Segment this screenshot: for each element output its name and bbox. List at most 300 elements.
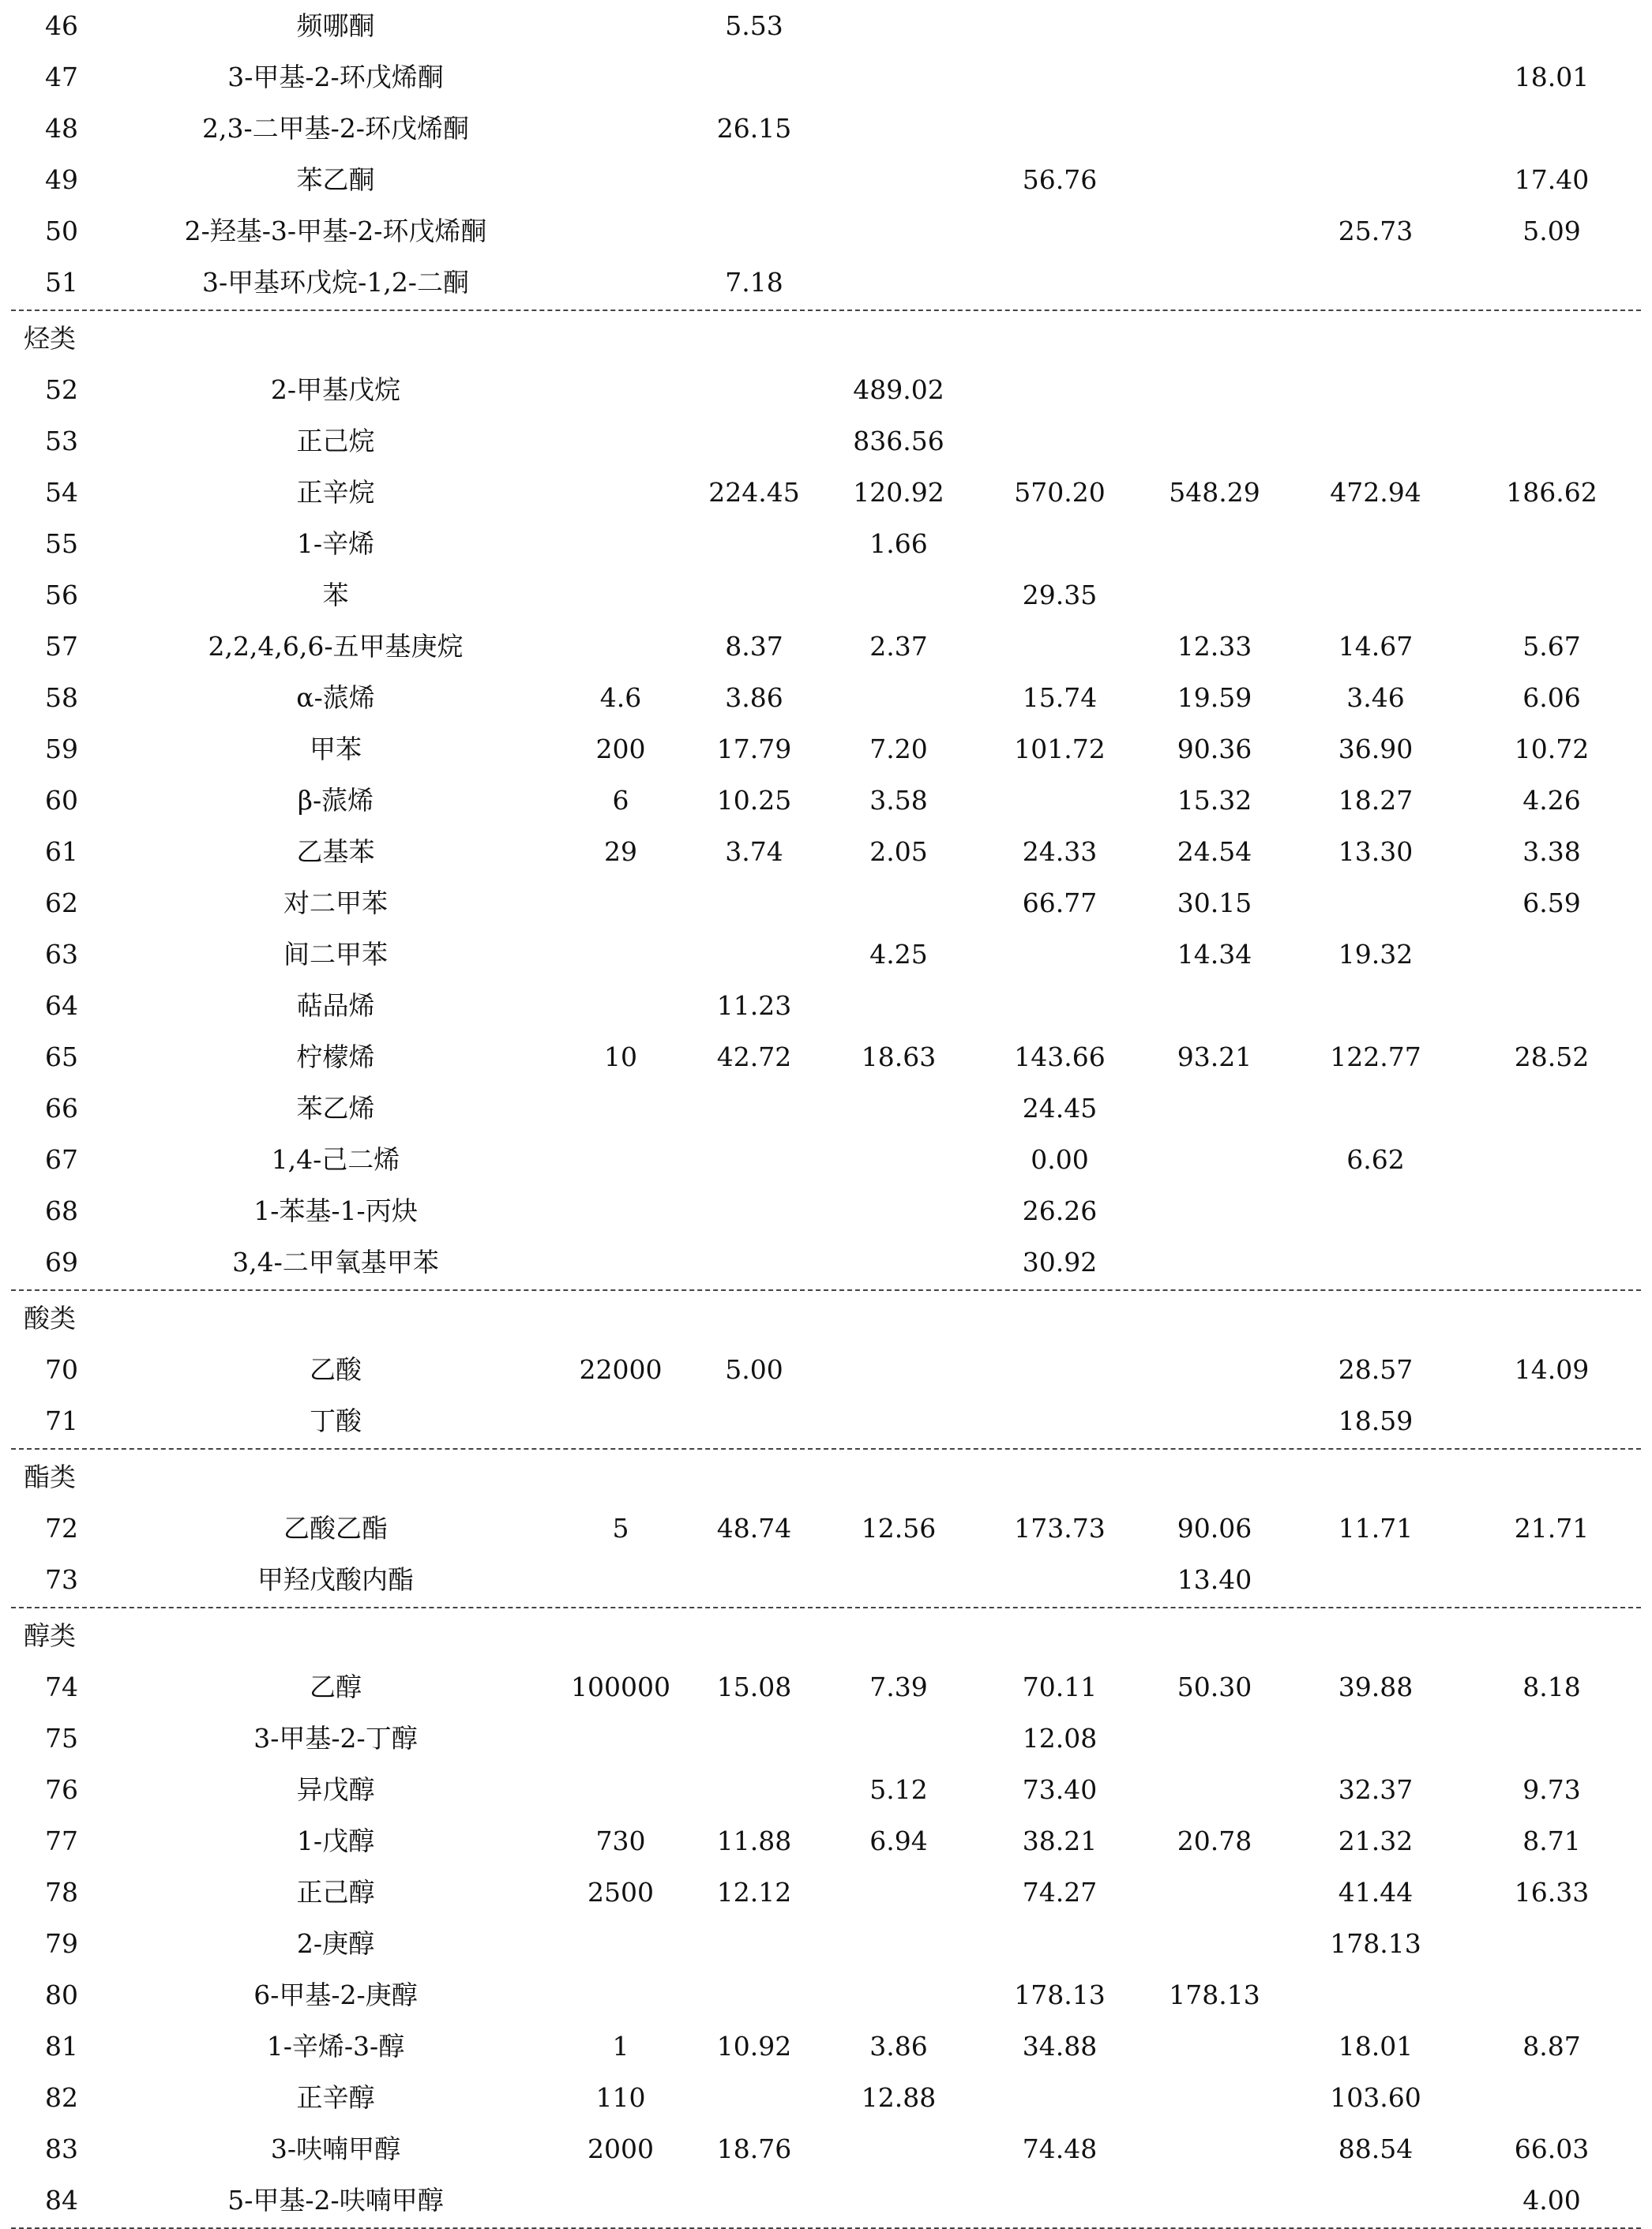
row-number: 80 <box>45 1979 78 2010</box>
value-cell-c3 <box>820 1713 978 1764</box>
value-cell-c7 <box>1473 1918 1631 1969</box>
compound-name: 1-辛烯-3-醇 <box>266 2031 405 2062</box>
row-number: 55 <box>45 528 78 559</box>
value-cell-c6 <box>1297 877 1455 929</box>
value-cell-c3 <box>820 672 978 723</box>
value-cell-c5: 14.34 <box>1177 939 1252 970</box>
value-cell-c3 <box>820 103 978 154</box>
compound-name: 萜品烯 <box>296 990 375 1021</box>
row-number: 77 <box>45 1826 78 1856</box>
value-cell-c6 <box>1297 980 1455 1031</box>
value-cell-c4 <box>981 1344 1139 1395</box>
value-cell-c5: 90.06 <box>1177 1513 1252 1544</box>
value-cell-c7: 6.06 <box>1522 682 1581 713</box>
value-cell-c5: 178.13 <box>1169 1979 1260 2010</box>
compound-name: 6-甲基-2-庚醇 <box>253 1979 418 2010</box>
compound-name: 乙酸 <box>310 1354 362 1385</box>
value-cell-c3: 18.63 <box>861 1041 937 1072</box>
value-cell-c5: 19.59 <box>1177 682 1252 713</box>
table-row <box>0 467 1652 518</box>
value-cell-c5 <box>1136 569 1293 621</box>
value-cell-c3 <box>820 569 978 621</box>
row-number: 84 <box>45 2185 78 2216</box>
value-cell-c6 <box>1297 51 1455 103</box>
value-cell-c7: 4.26 <box>1522 785 1581 816</box>
value-cell-c3 <box>820 1083 978 1134</box>
compound-name: 3-呋喃甲醇 <box>270 2133 401 2164</box>
compound-name: 1-戊醇 <box>296 1826 375 1856</box>
value-cell-c4 <box>981 364 1139 415</box>
value-cell-c7 <box>1473 929 1631 980</box>
row-number: 67 <box>45 1144 78 1175</box>
table-row <box>0 154 1652 205</box>
row-number: 81 <box>45 2031 78 2062</box>
value-cell-c4: 101.72 <box>1014 734 1106 764</box>
value-cell-c6: 41.44 <box>1338 1877 1414 1908</box>
table-row <box>0 2123 1652 2175</box>
value-cell-c2 <box>675 1083 833 1134</box>
value-cell-c4 <box>981 415 1139 467</box>
value-cell-c3: 6.94 <box>869 1826 928 1856</box>
value-cell-c4: 12.08 <box>1022 1723 1098 1754</box>
value-cell-c6: 122.77 <box>1330 1041 1421 1072</box>
value-cell-c5 <box>1136 1764 1293 1815</box>
value-cell-c7 <box>1473 1395 1631 1447</box>
value-cell-c7: 8.71 <box>1522 1826 1581 1856</box>
row-number: 68 <box>45 1195 78 1226</box>
value-cell-c2: 26.15 <box>716 113 792 144</box>
table-row <box>0 672 1652 723</box>
value-cell-c2 <box>675 364 833 415</box>
value-cell-c7 <box>1473 415 1631 467</box>
value-cell-c7 <box>1473 569 1631 621</box>
value-cell-c7: 9.73 <box>1522 1774 1581 1805</box>
value-cell-c6: 13.30 <box>1338 836 1414 867</box>
row-number: 51 <box>45 267 78 298</box>
value-cell-c1: 200 <box>595 734 646 764</box>
value-cell-c6: 11.71 <box>1338 1513 1414 1544</box>
value-cell-c5 <box>1136 1185 1293 1236</box>
value-cell-c3 <box>820 1236 978 1288</box>
value-cell-c1: 1 <box>612 2031 629 2062</box>
section-divider <box>11 310 1641 311</box>
value-cell-c5 <box>1136 1867 1293 1918</box>
row-number: 56 <box>45 580 78 610</box>
value-cell-c3 <box>820 1554 978 1605</box>
value-cell-c6 <box>1297 1713 1455 1764</box>
value-cell-c4 <box>981 980 1139 1031</box>
value-cell-c5 <box>1136 103 1293 154</box>
compound-name: 频哪酮 <box>296 10 375 41</box>
compound-name: 正己烷 <box>296 426 375 456</box>
compound-name: 3-甲基环戊烷-1,2-二酮 <box>202 267 469 298</box>
value-cell-c1: 10 <box>604 1041 637 1072</box>
row-number: 53 <box>45 426 78 456</box>
value-cell-c3: 5.12 <box>869 1774 928 1805</box>
value-cell-c7: 3.38 <box>1522 836 1581 867</box>
value-cell-c7: 16.33 <box>1514 1877 1590 1908</box>
value-cell-c6: 21.32 <box>1338 1826 1414 1856</box>
value-cell-c4: 66.77 <box>1022 887 1098 918</box>
value-cell-c6: 18.27 <box>1338 785 1414 816</box>
value-cell-c3 <box>820 154 978 205</box>
value-cell-c5: 15.32 <box>1177 785 1252 816</box>
value-cell-c5 <box>1136 1236 1293 1288</box>
value-cell-c2: 17.79 <box>716 734 792 764</box>
table-row <box>0 415 1652 467</box>
compound-name: 甲羟戊酸内酯 <box>257 1564 414 1595</box>
value-cell-c6: 472.94 <box>1330 477 1421 508</box>
table-row <box>0 1918 1652 1969</box>
compound-name: 乙醇 <box>310 1672 362 1702</box>
value-cell-c2: 48.74 <box>716 1513 792 1544</box>
value-cell-c7: 4.00 <box>1522 2185 1581 2216</box>
value-cell-c5 <box>1136 1713 1293 1764</box>
value-cell-c7 <box>1473 257 1631 308</box>
value-cell-c7: 5.09 <box>1522 216 1581 246</box>
row-number: 65 <box>45 1041 78 1072</box>
value-cell-c3: 3.86 <box>869 2031 928 2062</box>
value-cell-c4: 74.27 <box>1022 1877 1098 1908</box>
value-cell-c6: 25.73 <box>1338 216 1414 246</box>
value-cell-c4: 34.88 <box>1022 2031 1098 2062</box>
compound-name: 乙基苯 <box>296 836 375 867</box>
compound-name: α-蒎烯 <box>296 682 375 713</box>
table-row <box>0 1344 1652 1395</box>
value-cell-c7 <box>1473 0 1631 51</box>
section-divider <box>11 1448 1641 1450</box>
value-cell-c4 <box>981 1554 1139 1605</box>
value-cell-c7 <box>1473 980 1631 1031</box>
value-cell-c4: 73.40 <box>1022 1774 1098 1805</box>
value-cell-c4 <box>981 775 1139 826</box>
value-cell-c4 <box>981 257 1139 308</box>
value-cell-c2: 5.53 <box>725 10 783 41</box>
compound-name: 丁酸 <box>310 1405 362 1436</box>
table-row <box>0 2175 1652 2226</box>
value-cell-c3: 7.20 <box>869 734 928 764</box>
row-number: 66 <box>45 1093 78 1124</box>
value-cell-c7 <box>1473 364 1631 415</box>
compound-name: 3-甲基-2-环戊烯酮 <box>227 62 444 92</box>
value-cell-c3 <box>820 0 978 51</box>
category-label: 酯类 <box>24 1462 76 1492</box>
value-cell-c7: 28.52 <box>1514 1041 1590 1072</box>
value-cell-c4 <box>981 2072 1139 2123</box>
table-row <box>0 1969 1652 2021</box>
value-cell-c5 <box>1136 51 1293 103</box>
value-cell-c7 <box>1473 1236 1631 1288</box>
compound-name: 苯乙酮 <box>296 164 375 195</box>
value-cell-c6: 18.01 <box>1338 2031 1414 2062</box>
category-label: 烃类 <box>24 323 76 354</box>
table-row <box>0 103 1652 154</box>
table-row <box>0 1867 1652 1918</box>
value-cell-c6 <box>1297 2175 1455 2226</box>
value-cell-c7: 14.09 <box>1514 1354 1590 1385</box>
value-cell-c3: 489.02 <box>853 374 944 405</box>
value-cell-c3 <box>820 1185 978 1236</box>
value-cell-c7: 5.67 <box>1522 631 1581 662</box>
value-cell-c2 <box>675 205 833 257</box>
row-number: 60 <box>45 785 78 816</box>
value-cell-c4 <box>981 103 1139 154</box>
value-cell-c5 <box>1136 1395 1293 1447</box>
value-cell-c2 <box>675 2175 833 2226</box>
value-cell-c2: 18.76 <box>716 2133 792 2164</box>
value-cell-c1: 6 <box>612 785 629 816</box>
value-cell-c2: 11.23 <box>716 990 792 1021</box>
compound-name: 3-甲基-2-丁醇 <box>253 1723 418 1754</box>
value-cell-c2: 10.25 <box>716 785 792 816</box>
value-cell-c1: 100000 <box>571 1672 670 1702</box>
compound-name: 1-苯基-1-丙炔 <box>253 1195 418 1226</box>
value-cell-c4: 29.35 <box>1022 580 1098 610</box>
value-cell-c7 <box>1473 1083 1631 1134</box>
compound-name: 2,2,4,6,6-五甲基庚烷 <box>208 631 464 662</box>
value-cell-c6 <box>1297 1185 1455 1236</box>
row-number: 70 <box>45 1354 78 1385</box>
value-cell-c4: 30.92 <box>1022 1247 1098 1278</box>
value-cell-c2 <box>675 1764 833 1815</box>
value-cell-c2 <box>675 1236 833 1288</box>
value-cell-c7 <box>1473 518 1631 569</box>
value-cell-c1: 4.6 <box>599 682 642 713</box>
row-number: 47 <box>45 62 78 92</box>
value-cell-c1: 2000 <box>588 2133 654 2164</box>
table-row <box>0 1395 1652 1447</box>
row-number: 79 <box>45 1928 78 1959</box>
value-cell-c3: 12.88 <box>861 2082 937 2113</box>
compound-name: 苯乙烯 <box>296 1093 375 1124</box>
value-cell-c2: 11.88 <box>716 1826 792 1856</box>
value-cell-c5: 13.40 <box>1177 1564 1252 1595</box>
value-cell-c4 <box>981 205 1139 257</box>
value-cell-c2: 3.86 <box>725 682 783 713</box>
compound-name: 2-庚醇 <box>296 1928 375 1959</box>
value-cell-c4 <box>981 929 1139 980</box>
row-number: 74 <box>45 1672 78 1702</box>
value-cell-c7: 6.59 <box>1522 887 1581 918</box>
value-cell-c7: 17.40 <box>1514 164 1590 195</box>
row-number: 76 <box>45 1774 78 1805</box>
value-cell-c7: 66.03 <box>1514 2133 1590 2164</box>
table-row <box>0 1236 1652 1288</box>
value-cell-c6: 14.67 <box>1338 631 1414 662</box>
value-cell-c5 <box>1136 1344 1293 1395</box>
value-cell-c6: 28.57 <box>1338 1354 1414 1385</box>
table-row <box>0 51 1652 103</box>
value-cell-c7: 8.18 <box>1522 1672 1581 1702</box>
compound-name: β-蒎烯 <box>297 785 374 816</box>
table-row <box>0 205 1652 257</box>
table-row <box>0 1661 1652 1713</box>
value-cell-c6: 178.13 <box>1330 1928 1421 1959</box>
value-cell-c1: 29 <box>604 836 637 867</box>
value-cell-c3 <box>820 1134 978 1185</box>
value-cell-c7 <box>1473 2072 1631 2123</box>
value-cell-c2 <box>675 1918 833 1969</box>
value-cell-c3: 12.56 <box>861 1513 937 1544</box>
value-cell-c4: 26.26 <box>1022 1195 1098 1226</box>
value-cell-c2 <box>675 1134 833 1185</box>
value-cell-c6 <box>1297 569 1455 621</box>
value-cell-c7: 21.71 <box>1514 1513 1590 1544</box>
compound-name: 正辛烷 <box>296 477 375 508</box>
value-cell-c4: 70.11 <box>1022 1672 1098 1702</box>
compound-name: 正辛醇 <box>296 2082 375 2113</box>
row-number: 62 <box>45 887 78 918</box>
value-cell-c3 <box>820 2123 978 2175</box>
value-cell-c2: 7.18 <box>725 267 783 298</box>
value-cell-c2 <box>675 569 833 621</box>
table-row <box>0 2021 1652 2072</box>
value-cell-c7 <box>1473 1713 1631 1764</box>
value-cell-c3 <box>820 1918 978 1969</box>
value-cell-c5 <box>1136 1083 1293 1134</box>
value-cell-c3 <box>820 2175 978 2226</box>
value-cell-c4: 15.74 <box>1022 682 1098 713</box>
value-cell-c7: 18.01 <box>1514 62 1590 92</box>
value-cell-c7: 10.72 <box>1514 734 1590 764</box>
value-cell-c2 <box>675 1554 833 1605</box>
value-cell-c5 <box>1136 364 1293 415</box>
row-number: 83 <box>45 2133 78 2164</box>
compound-name: 5-甲基-2-呋喃甲醇 <box>227 2185 444 2216</box>
value-cell-c4 <box>981 1918 1139 1969</box>
value-cell-c4: 143.66 <box>1014 1041 1106 1072</box>
table-row <box>0 1503 1652 1554</box>
value-cell-c2: 224.45 <box>708 477 800 508</box>
value-cell-c1: 22000 <box>579 1354 663 1385</box>
value-cell-c3: 7.39 <box>869 1672 928 1702</box>
value-cell-c4: 0.00 <box>1031 1144 1089 1175</box>
table-row <box>0 518 1652 569</box>
row-number: 71 <box>45 1405 78 1436</box>
value-cell-c5 <box>1136 980 1293 1031</box>
value-cell-c6: 88.54 <box>1338 2133 1414 2164</box>
value-cell-c6 <box>1297 1236 1455 1288</box>
value-cell-c2 <box>675 1395 833 1447</box>
value-cell-c6 <box>1297 1969 1455 2021</box>
compound-name: 2-甲基戊烷 <box>270 374 401 405</box>
table-row <box>0 826 1652 877</box>
value-cell-c5: 93.21 <box>1177 1041 1252 1072</box>
section-divider <box>11 1607 1641 1608</box>
row-number: 75 <box>45 1723 78 1754</box>
compound-name: 乙酸乙酯 <box>283 1513 388 1544</box>
value-cell-c4: 24.45 <box>1022 1093 1098 1124</box>
value-cell-c4: 24.33 <box>1022 836 1098 867</box>
value-cell-c6 <box>1297 0 1455 51</box>
value-cell-c3 <box>820 1395 978 1447</box>
table-row <box>0 1031 1652 1083</box>
value-cell-c5 <box>1136 0 1293 51</box>
value-cell-c6: 32.37 <box>1338 1774 1414 1805</box>
value-cell-c3: 2.05 <box>869 836 928 867</box>
value-cell-c5 <box>1136 257 1293 308</box>
value-cell-c3: 2.37 <box>869 631 928 662</box>
value-cell-c6 <box>1297 154 1455 205</box>
value-cell-c7: 8.87 <box>1522 2031 1581 2062</box>
compound-name: 3,4-二甲氧基甲苯 <box>232 1247 439 1278</box>
row-number: 61 <box>45 836 78 867</box>
row-number: 46 <box>45 10 78 41</box>
row-number: 52 <box>45 374 78 405</box>
value-cell-c5 <box>1136 518 1293 569</box>
table-row <box>0 0 1652 51</box>
category-label: 醇类 <box>24 1620 76 1651</box>
row-number: 57 <box>45 631 78 662</box>
row-number: 58 <box>45 682 78 713</box>
value-cell-c7 <box>1473 103 1631 154</box>
value-cell-c1: 730 <box>595 1826 646 1856</box>
value-cell-c6 <box>1297 518 1455 569</box>
value-cell-c3: 3.58 <box>869 785 928 816</box>
compound-name: 1-辛烯 <box>296 528 375 559</box>
row-number: 63 <box>45 939 78 970</box>
value-cell-c3 <box>820 1344 978 1395</box>
value-cell-c7 <box>1473 1554 1631 1605</box>
value-cell-c2 <box>675 1185 833 1236</box>
table-row <box>0 980 1652 1031</box>
value-cell-c5 <box>1136 415 1293 467</box>
section-divider <box>11 1289 1641 1291</box>
value-cell-c6 <box>1297 103 1455 154</box>
value-cell-c5 <box>1136 1918 1293 1969</box>
value-cell-c4: 74.48 <box>1022 2133 1098 2164</box>
row-number: 72 <box>45 1513 78 1544</box>
value-cell-c5 <box>1136 2072 1293 2123</box>
value-cell-c2 <box>675 154 833 205</box>
value-cell-c3: 120.92 <box>853 477 944 508</box>
value-cell-c2 <box>675 415 833 467</box>
value-cell-c4 <box>981 621 1139 672</box>
value-cell-c4: 570.20 <box>1014 477 1106 508</box>
value-cell-c4: 173.73 <box>1014 1513 1106 1544</box>
value-cell-c6: 3.46 <box>1346 682 1405 713</box>
value-cell-c3: 4.25 <box>869 939 928 970</box>
value-cell-c5: 50.30 <box>1177 1672 1252 1702</box>
value-cell-c4: 38.21 <box>1022 1826 1098 1856</box>
value-cell-c2: 10.92 <box>716 2031 792 2062</box>
value-cell-c1: 110 <box>595 2082 646 2113</box>
value-cell-c5 <box>1136 2123 1293 2175</box>
row-number: 50 <box>45 216 78 246</box>
value-cell-c4 <box>981 51 1139 103</box>
table-row <box>0 1083 1652 1134</box>
category-label: 酸类 <box>24 1303 76 1334</box>
row-number: 48 <box>45 113 78 144</box>
compound-name: 异戊醇 <box>296 1774 375 1805</box>
value-cell-c4 <box>981 518 1139 569</box>
value-cell-c3 <box>820 1867 978 1918</box>
value-cell-c2 <box>675 877 833 929</box>
compound-name: 1,4-己二烯 <box>271 1144 400 1175</box>
value-cell-c7: 186.62 <box>1506 477 1598 508</box>
row-number: 78 <box>45 1877 78 1908</box>
compound-name: 2-羟基-3-甲基-2-环戊烯酮 <box>184 216 487 246</box>
row-number: 69 <box>45 1247 78 1278</box>
table-row <box>0 1764 1652 1815</box>
value-cell-c3 <box>820 205 978 257</box>
value-cell-c2: 12.12 <box>716 1877 792 1908</box>
value-cell-c2: 8.37 <box>725 631 783 662</box>
row-number: 64 <box>45 990 78 1021</box>
value-cell-c3 <box>820 980 978 1031</box>
row-number: 82 <box>45 2082 78 2113</box>
value-cell-c2 <box>675 518 833 569</box>
